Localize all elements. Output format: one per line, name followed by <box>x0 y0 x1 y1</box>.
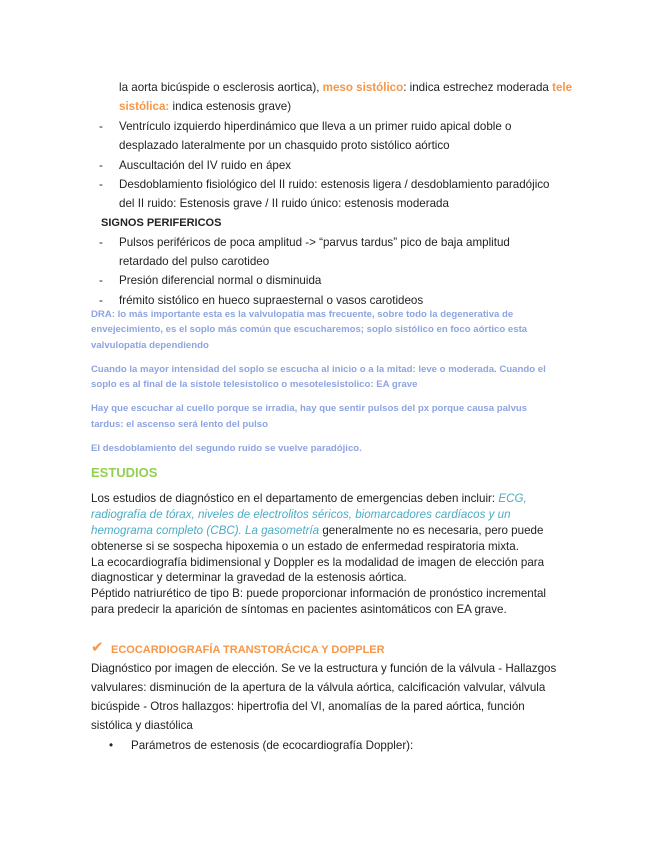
note-line: tardus: el ascenso será lento del pulso <box>91 419 269 430</box>
text-line: para predecir la aparición de síntomas en pacientes asintomáticos con EA grave. <box>91 603 507 616</box>
list-item: frémito sistólico en hueco supraesternal o vasos carotideos <box>119 294 424 307</box>
note-line: envejecimiento, es el soplo más común que escucharemos; soplo sistólico en foco aórtico esta <box>91 324 528 335</box>
text-line: Péptido natriurético de tipo B: puede proporcionar información de pronóstico incremental <box>91 587 546 600</box>
section-title-estudios: ESTUDIOS <box>91 465 158 480</box>
list-item: Presión diferencial normal o disminuida <box>119 274 322 287</box>
text-line <box>119 98 291 116</box>
list-dash: - <box>99 294 103 307</box>
highlight-gasometria: hemograma completo (CBC). La gasometría <box>91 524 320 537</box>
note-line: Hay que escuchar al cuello porque se irradia, hay que sentir pulsos del px porque causa palvus <box>91 403 528 414</box>
text-line: obtenerse si se sospecha hipoxemia o un estado de enfermedad respiratoria mixta. <box>91 540 519 553</box>
highlight-ecg: ECG, <box>498 492 527 505</box>
text-line: valvulares: disminución de la apertura de la válvula aórtica, calcificación valvular, válvula <box>91 681 546 694</box>
list-dash: - <box>99 120 103 133</box>
section-subtitle: SIGNOS PERIFERICOS <box>101 217 222 229</box>
text-line: radiografía de tórax, niveles de electrolitos séricos, biomarcadores cardíacos y un <box>91 508 511 521</box>
highlight-sistolica: sistólica: <box>119 100 170 113</box>
text-line: diagnosticar y determinar la gravedad de la estenosis aórtica. <box>91 571 407 584</box>
list-item-cont: retardado del pulso carotideo <box>119 255 270 268</box>
note-line: soplo es al final de la sístole telesistolico o mesotelesistolico: EA grave <box>91 379 418 390</box>
list-item: Pulsos periféricos de poca amplitud -> “parvus tardus” pico de baja amplitud <box>119 236 510 249</box>
text-span: Los estudios de diagnóstico en el departamento de emergencias deben incluir: <box>91 492 496 505</box>
list-item-cont: del II ruido: Estenosis grave / II ruido único: estenosis moderada <box>119 197 449 210</box>
list-item: Desdoblamiento fisiológico del II ruido: estenosis ligera / desdoblamiento paradójico <box>119 178 550 191</box>
list-item: Auscultación del IV ruido en ápex <box>119 159 292 172</box>
text-line: La ecocardiografía bidimensional y Doppler es la modalidad de imagen de elección para <box>91 556 545 569</box>
text-line: bicúspide - Otros hallazgos: hipertrofia del VI, anomalías de la pared aórtica, función <box>91 700 525 713</box>
highlight-meso-sistolico: meso sistólico <box>322 81 404 94</box>
list-dash: - <box>99 178 103 191</box>
list-item: Parámetros de estenosis (de ecocardiografía Doppler): <box>131 739 414 752</box>
section-title-eco: ECOCARDIOGRAFÍA TRANSTORÁCICA Y DOPPLER <box>111 644 385 656</box>
text-line <box>119 79 572 97</box>
list-dash: - <box>99 274 103 287</box>
text-span: la aorta bicúspide o esclerosis aortica), <box>119 81 320 94</box>
note-line: DRA: lo más importante esta es la valvulopatía mas frecuente, sobre todo la degenerativa de <box>91 309 514 320</box>
bullet-icon: • <box>109 739 114 752</box>
list-dash: - <box>99 159 103 172</box>
note-line: valvulopatía dependiendo <box>91 340 209 351</box>
text-line: Diagnóstico por imagen de elección. Se ve la estructura y función de la válvula - Hallazgos <box>91 662 557 675</box>
text-span: : indica estrechez moderada <box>403 81 549 94</box>
highlight-tele: tele <box>552 81 573 94</box>
text-span: indica estenosis grave) <box>172 100 292 113</box>
list-dash: - <box>99 236 103 249</box>
text-line: sistólica y diastólica <box>91 719 193 732</box>
text-span: generalmente no es necesaria, pero puede <box>322 524 544 537</box>
list-item: Ventrículo izquierdo hiperdinámico que lleva a un primer ruido apical doble o <box>119 120 512 133</box>
note-line: Cuando la mayor intensidad del soplo se escucha al inicio o a la mitad: leve o moderada. Cuando el <box>91 364 546 375</box>
note-line: El desdoblamiento del segundo ruido se vuelve paradójico. <box>91 443 362 454</box>
check-icon: ✔ <box>91 639 104 656</box>
list-item-cont: desplazado lateralmente por un chasquido proto sistólico aórtico <box>119 139 450 152</box>
